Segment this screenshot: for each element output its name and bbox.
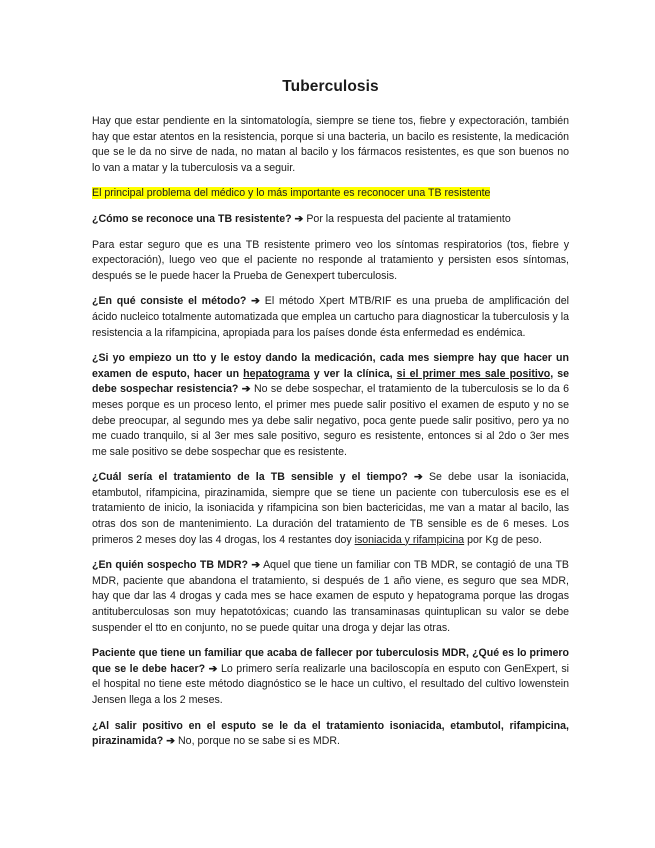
arrow-icon: ➔ [413, 471, 423, 484]
answer-text: Lo primero sería realizarle una baciloscopía en esputo con GenExpert, si el hospital no tiene este método diagnóstico se le hace un cultivo, el resultado del cultivo lowenstein Jensen llega a los 2 meses. [92, 662, 569, 706]
question-part: ¿Si yo empiezo un tto y le estoy dando la medicación, cada mes siempre hay que hacer un examen de esputo, hacer un [92, 352, 569, 380]
answer-underlined: isoniacida y rifampicina [354, 533, 465, 546]
arrow-icon: ➔ [241, 383, 251, 396]
answer-text: El método Xpert MTB/RIF es una prueba de amplificación del ácido nucleico totalmente automatizada que emplea un cartucho para diagnosticar la tuberculosis y la resistencia a la rifampicina, apropiada para los países donde ésta enfermedad es endémica. [92, 295, 570, 339]
paragraph-positive-sputum [92, 719, 569, 750]
arrow-icon: ➔ [208, 662, 218, 675]
answer-text: por Kg de peso. [464, 533, 542, 546]
question-text: Paciente que tiene un familiar que acaba de fallecer por tuberculosis MDR, ¿Qué es lo primero que se le debe hacer? [92, 647, 569, 675]
answer-text: No se debe sospechar, el tratamiento de la tuberculosis se lo da 6 meses porque es un proceso lento, el primer mes puede salir positivo el examen de esputo y no se debe preocupar, al segundo mes ya debe salir negativo, poca gente puede salir positivo, pero ya no me cuado tranquilo, si al 3er mes sale positivo, seguro es resistente, entonces si al 2do o 3er mes me sale positivo se debe sospechar que es resistente. [92, 383, 570, 458]
paragraph-recognize-tb [92, 212, 569, 228]
answer-text: No, porque no se sabe si es MDR. [175, 735, 340, 748]
question-underlined: hepatograma [243, 367, 310, 380]
question-text: ¿En quién sospecho TB MDR? [92, 559, 248, 572]
paragraph-treatment [92, 470, 569, 548]
question-text: ¿En qué consiste el método? [92, 295, 247, 308]
question-part: , se debe sospechar resistencia? [92, 367, 570, 396]
highlighted-text: El principal problema del médico y lo más importante es reconocer una TB resistente [92, 187, 491, 200]
arrow-icon: ➔ [294, 212, 304, 225]
paragraph-monthly-exam [92, 351, 569, 460]
answer-text: Se debe usar la isoniacida, etambutol, rifampicina, pirazinamida, siempre que se tiene un paciente con tuberculosis ese es el tratamiento de inicio, la isoniacida y rifampicina son bien bactericidas, me van a matar al bacilo, las otras dos son de mantenimiento. La duración del tratamiento de TB sensible es de 6 meses. Los primeros 2 meses doy las 4 drogas, los 4 restantes doy [92, 471, 570, 546]
paragraph-method [92, 294, 569, 341]
paragraph-symptoms: Para estar seguro que es una TB resistente primero veo los síntomas respiratorios (tos, fiebre y expectoración), luego veo que el paciente no responde al tratamiento y persisten esos síntomas, después se le puede hacer la Prueba de Genexpert tuberculosis. [92, 238, 569, 282]
paragraph-family-mdr [92, 646, 569, 708]
paragraph-mdr-suspect [92, 558, 569, 636]
arrow-icon: ➔ [251, 295, 261, 308]
question-part: y ver la clínica, [309, 367, 397, 380]
question-text: ¿Al salir positivo en el esputo se le da el tratamiento isoniacida, etambutol, rifampicina, pirazinamida? [92, 719, 569, 748]
page-title: Tuberculosis [282, 78, 379, 95]
question-underlined: si el primer mes sale positivo [396, 367, 551, 380]
answer-text: Por la respuesta del paciente al tratamiento [303, 212, 511, 225]
highlighted-paragraph [92, 186, 569, 202]
question-text: ¿Cuál sería el tratamiento de la TB sensible y el tiempo? [92, 471, 408, 484]
question-text: ¿Cómo se reconoce una TB resistente? [92, 212, 292, 225]
arrow-icon: ➔ [166, 735, 176, 748]
answer-text: Aquel que tiene un familiar con TB MDR, se contagió de una TB MDR, paciente que abandona el tratamiento, si después de 1 año viene, es seguro que sea MDR, hay que dar las 4 drogas y cada mes se hace examen de esputo y hepatograma porque las drogas antituberculosas son muy hepatotóxicas; cuando las transaminasas quintuplican su valor se debe suspender el tto en conjunto, no se puede quitar una droga y dejar las otras. [92, 559, 570, 634]
intro-paragraph: Hay que estar pendiente en la sintomatología, siempre se tiene tos, fiebre y expectoración, también hay que estar atentos en la resistencia, porque si una bacteria, un bacilo es resistente, la medicación que se le da no sirve de nada, no matan al bacilo y los fármacos resistentes, es que son buenos no lo van a matar y la tuberculosis va a seguir. [92, 115, 569, 174]
arrow-icon: ➔ [251, 559, 261, 572]
